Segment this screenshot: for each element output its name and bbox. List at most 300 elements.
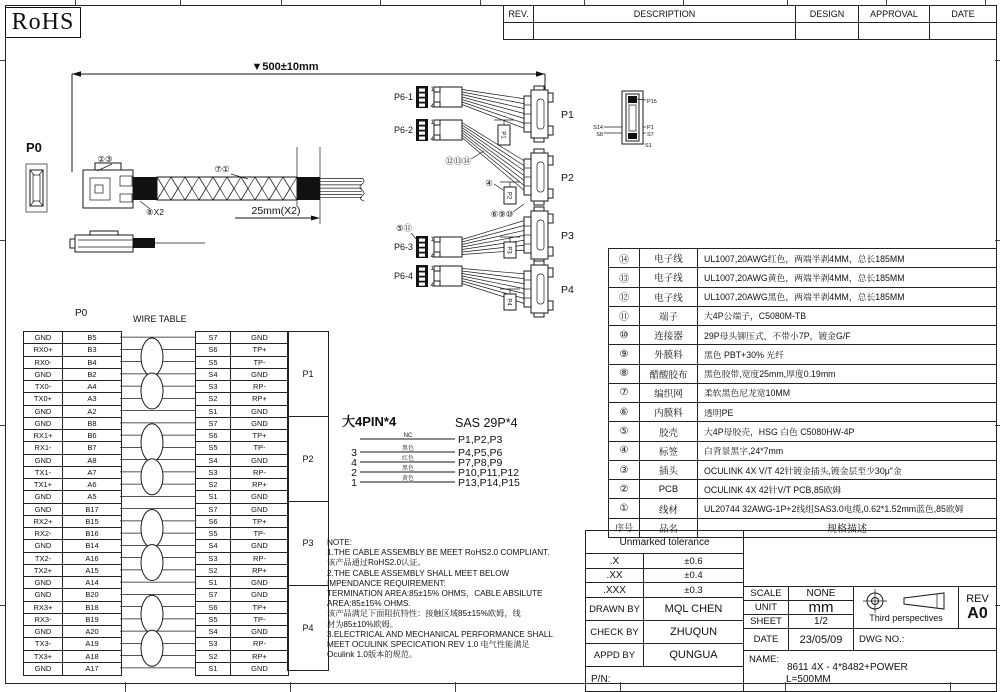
wire-cell: A6: [87, 480, 97, 490]
bom-item-no: ③: [609, 461, 640, 479]
pin-4-label: 4: [430, 283, 434, 289]
wire-cell: GND: [24, 369, 63, 380]
twist-symbol: [141, 424, 163, 462]
bom-row: [609, 345, 996, 364]
wire-cell: S3: [196, 638, 231, 649]
wire-cell: S2: [196, 651, 231, 662]
wire-cell: GND: [24, 626, 63, 637]
wire-cell: GND: [24, 577, 63, 588]
wire-row: [24, 332, 121, 344]
wire-row: [24, 467, 121, 479]
tag-label: P1: [499, 131, 506, 139]
note-line: AREA:85±15% OHMS.: [327, 599, 411, 609]
wire-cell: RX2-: [24, 528, 63, 539]
rohs-badge: [5, 7, 81, 38]
wire-cell: B7: [87, 443, 97, 453]
bom-item-no: ⑧: [609, 365, 640, 383]
wire-cell: TP-: [253, 443, 266, 453]
wire-cell: S2: [196, 393, 231, 404]
wire-row: [196, 626, 288, 638]
pin-1-label: 1: [430, 237, 434, 243]
cable-tag: [494, 120, 514, 145]
wire-cell: RP+: [252, 651, 267, 661]
power-pin-map: [330, 410, 600, 495]
wire-row: [196, 332, 288, 344]
wire-cell: A2: [87, 406, 97, 416]
revision-header-row: [504, 6, 996, 23]
twisted-pair-wires: [120, 331, 195, 675]
wire-cell: S6: [196, 430, 231, 441]
wire-cell: B15: [85, 516, 99, 526]
wire-cell: A8: [87, 455, 97, 465]
wire-cell: B17: [85, 504, 99, 514]
tolerance-x-value: ±0.6: [644, 554, 744, 569]
drawing-name-line1: 8611 4X - 4*8482+POWER: [787, 662, 908, 673]
bom-row: [609, 288, 996, 307]
pin-1-label: 1: [430, 266, 434, 272]
callout-power: ⑤⑪: [395, 223, 413, 233]
rev-label: REV: [966, 592, 989, 605]
wire-cell: GND: [24, 540, 63, 551]
wire-cell: B8: [87, 418, 97, 428]
wire-cell: A16: [85, 553, 99, 563]
bom-item-no: ⑬: [609, 268, 640, 286]
wire-row: [24, 516, 121, 528]
wire-row: [196, 491, 288, 503]
pin-map-right-title: SAS 29P*4: [455, 416, 518, 430]
wire-table: [15, 300, 337, 688]
bom-item-desc: UL1007,20AWG黄色，两端半剥4MM，总长185MM: [704, 272, 905, 283]
wire-cell: S2: [196, 565, 231, 576]
wire-row: [196, 442, 288, 454]
wire-row: [24, 455, 121, 467]
wire-cell: S1: [196, 406, 231, 417]
wire-row: [196, 369, 288, 381]
wire-cell: B20: [85, 590, 99, 600]
wire-cell: B6: [87, 431, 97, 441]
wire-cell: RX2+: [24, 516, 63, 527]
wire-cell: TX1-: [24, 467, 63, 478]
wire-cell: GND: [251, 418, 268, 428]
wire-cell: TP+: [252, 602, 267, 612]
wire-row: [24, 381, 121, 393]
appd-by-label: APPD BY: [586, 644, 644, 667]
pin-1-label: 1: [430, 120, 434, 126]
projection-symbol-icon: [859, 589, 954, 613]
wire-row: [24, 442, 121, 454]
wire-cell: B3: [87, 345, 97, 355]
branch-wire: [462, 130, 526, 177]
wire-row: [196, 344, 288, 356]
wire-cell: S5: [196, 442, 231, 453]
wire-cell: TP+: [252, 516, 267, 526]
wire-row: [24, 553, 121, 565]
wire-table-right: [195, 331, 289, 676]
revision-col-rev: REV.: [504, 6, 534, 22]
wire-cell: GND: [24, 332, 63, 343]
note-line: NOTE:: [327, 538, 353, 547]
map-wire-color: 黑色: [401, 466, 415, 472]
tag-label: P4: [505, 298, 512, 306]
wire-row: [196, 602, 288, 614]
wire-cell: GND: [251, 590, 268, 600]
wire-cell: S7: [196, 418, 231, 429]
tag-label: P3: [505, 246, 512, 254]
wire-cell: RX1+: [24, 430, 63, 441]
p6-label: P6-1: [393, 92, 413, 102]
tolerance-xx-label: .XX: [586, 569, 644, 583]
wire-row: [24, 602, 121, 614]
wire-cell: B4: [87, 357, 97, 367]
sas-label: P3: [561, 230, 574, 242]
dimension-500: [72, 61, 545, 172]
wire-cell: TX0+: [24, 393, 63, 404]
branch-wire: [462, 128, 526, 173]
rev-value: A0: [967, 604, 988, 622]
wire-cell: GND: [251, 455, 268, 465]
wire-row: [24, 565, 121, 577]
wire-cell: GND: [24, 455, 63, 466]
wire-cell: RP-: [253, 467, 266, 477]
wire-cell: A19: [85, 639, 99, 649]
branch-P6-3: [394, 207, 574, 263]
wire-row: [24, 589, 121, 601]
wire-row: [196, 589, 288, 601]
revision-col-approval: APPROVAL: [859, 6, 930, 22]
wire-cell: S7: [196, 332, 231, 343]
bom-item-desc: OCULINK 4X 42针V/T PCB,85欧姆: [704, 484, 842, 495]
wire-row: [24, 418, 121, 430]
sas-connector-P3: [524, 207, 553, 263]
wire-cell: S1: [196, 491, 231, 502]
map-pin: 2: [351, 467, 357, 479]
pin-map-rows: [351, 433, 520, 489]
bom-row: [609, 422, 996, 441]
p0-label: P0: [26, 140, 42, 155]
twist-symbol: [141, 459, 163, 495]
bom-row: [609, 365, 996, 384]
tag-label: P2: [505, 191, 512, 200]
date-label: DATE: [744, 629, 789, 651]
bom-item-desc: 黑色胶带,宽度25mm,厚度0.19mm: [704, 369, 836, 380]
wire-cell: B19: [85, 614, 99, 624]
bom-item-desc: OCULINK 4X V/T 42针镀金插头,镀金层至少30μ″金: [704, 465, 902, 476]
wire-row: [196, 418, 288, 430]
zone-tick: [75, 0, 76, 5]
bom-item-no: ④: [609, 442, 640, 460]
sas-label: P2: [561, 172, 574, 184]
sheet-label: SHEET: [744, 615, 789, 629]
branch-wire: [462, 269, 526, 275]
bom-row: [609, 307, 996, 326]
branch-wire: [462, 123, 526, 163]
wire-row: [24, 369, 121, 381]
name-label: NAME:: [749, 654, 780, 665]
bom-item-name: 品名: [640, 519, 698, 537]
pn-label: P/N:: [586, 667, 744, 691]
name-cell: [744, 651, 996, 691]
face-pin-s1: S1: [645, 143, 652, 149]
wire-cell: TP-: [253, 357, 266, 367]
wire-cell: S4: [196, 540, 231, 551]
wire-row: [196, 393, 288, 405]
bom-item-no: ⑥: [609, 403, 640, 421]
wire-row: [196, 455, 288, 467]
wire-cell: GND: [251, 333, 268, 343]
drawn-by-value: MQL CHEN: [644, 598, 744, 621]
wire-row: [24, 406, 121, 418]
note-line: 该产品满足下面阻抗特性：接触区域85±15%欧姆，线: [327, 609, 521, 619]
bom-item-desc: UL20744 32AWG-1P+2线组SAS3.0电缆,0.62*1.52mm蓝色,85欧姆: [704, 504, 964, 515]
zone-tick: [455, 682, 456, 692]
map-pin: 4: [351, 457, 357, 469]
wire-cell: TX2-: [24, 553, 63, 564]
wire-cell: GND: [251, 541, 268, 551]
face-pin-s8: S8: [596, 132, 603, 138]
sheet-value: 1/2: [789, 615, 854, 629]
twist-symbol: [141, 630, 163, 666]
strain-relief-boot: [133, 177, 157, 200]
wire-row: [196, 357, 288, 369]
drawn-by-label: DRAWN BY: [586, 598, 644, 621]
wire-cell: S3: [196, 381, 231, 392]
revision-col-date: DATE: [951, 9, 975, 19]
wire-cell: A5: [87, 492, 97, 502]
pin-1-label: 1: [430, 87, 434, 93]
wire-cell: S7: [196, 504, 231, 515]
wire-row: [196, 528, 288, 540]
wire-group-label: P1: [287, 331, 329, 417]
wire-row: [24, 614, 121, 626]
wire-cell: GND: [24, 418, 63, 429]
branch-wire: [462, 105, 526, 130]
bom-item-desc: 29P母头铆压式，不带小7P，镀金G/F: [704, 330, 851, 341]
bom-item-name: 端子: [640, 307, 698, 325]
wire-cell: TP+: [252, 431, 267, 441]
bom-item-name: 胶壳: [640, 422, 698, 440]
wire-cell: A7: [87, 467, 97, 477]
rohs-label: RoHS: [11, 9, 75, 35]
bom-row: [609, 249, 996, 268]
drawing-name-line2: L=500MM: [786, 674, 831, 685]
twist-symbol: [141, 373, 163, 409]
bom-item-name: PCB: [640, 480, 698, 498]
wire-cell: RP-: [253, 382, 266, 392]
wire-row: [24, 430, 121, 442]
bom-row: [609, 480, 996, 499]
wire-cell: GND: [251, 664, 268, 674]
zone-tick: [281, 0, 282, 5]
p6-label: P6-2: [393, 125, 413, 135]
wire-cell: B16: [85, 529, 99, 539]
zone-tick: [480, 0, 481, 5]
title-block: [585, 530, 997, 692]
bom-item-name: 电子线: [640, 288, 698, 306]
bom-item-name: 连接器: [640, 326, 698, 344]
wire-group-label: P2: [287, 416, 329, 502]
face-pin-s14: S14: [593, 125, 603, 131]
map-pin: 1: [351, 477, 357, 489]
bom-item-name: 插头: [640, 461, 698, 479]
wire-row: [24, 577, 121, 589]
wire-cell: TX1+: [24, 479, 63, 490]
bom-item-desc: 黑色 PBT+30% 光纤: [704, 349, 784, 360]
wire-row: [196, 540, 288, 552]
branch-wire: [462, 225, 526, 242]
check-by-label: CHECK BY: [586, 621, 644, 644]
wire-cell: S4: [196, 455, 231, 466]
sas-face-view: [593, 91, 657, 149]
bom-item-no: ⑩: [609, 326, 640, 344]
wire-cell: RP+: [252, 565, 267, 575]
pin-4-label: 4: [430, 254, 434, 260]
notes: [327, 538, 589, 660]
wire-row: [196, 516, 288, 528]
wire-cell: A20: [85, 627, 99, 637]
wire-cell: GND: [24, 504, 63, 515]
wire-cell: GND: [251, 627, 268, 637]
wire-cell: GND: [24, 491, 63, 502]
wire-cell: B5: [87, 333, 97, 343]
wire-cell: S7: [196, 589, 231, 600]
wire-cell: A17: [85, 664, 99, 674]
bom-item-no: ⑪: [609, 307, 640, 325]
wire-cell: S4: [196, 369, 231, 380]
wire-cell: RP-: [253, 639, 266, 649]
note-line: TERMINATION AREA:85±15% OHMS，CABLE ABSILUTE: [327, 589, 543, 599]
date-value: 23/05/09: [789, 629, 854, 651]
zone-tick: [0, 605, 5, 606]
wire-table-p0-header: P0: [75, 308, 88, 319]
wire-cell: A18: [85, 651, 99, 661]
check-by-value: ZHUQUN: [644, 621, 744, 644]
p0-face-view: [26, 164, 47, 212]
wire-cell: TX0-: [24, 381, 63, 392]
note-line: 1.THE CABLE ASSEMBLY BE MEET RoHS2.0 COMPLIANT.: [327, 548, 550, 558]
wire-cell: TP-: [253, 529, 266, 539]
tolerance-xxx-value: ±0.3: [644, 583, 744, 598]
wire-row: [196, 479, 288, 491]
wire-row: [196, 614, 288, 626]
zone-tick: [995, 60, 1000, 61]
wire-cell: GND: [251, 406, 268, 416]
callout-housing: ⑥⑨⑩: [490, 209, 514, 219]
wire-cell: RX3+: [24, 602, 63, 613]
pin-4-label: 4: [430, 104, 434, 110]
wire-cell: B18: [85, 602, 99, 612]
wire-cell: S5: [196, 528, 231, 539]
note-line: 材为85±10%欧姆。: [327, 619, 398, 629]
wire-row: [196, 651, 288, 663]
map-targets: P1,P2,P3: [458, 434, 503, 446]
map-wire-color: NC: [403, 433, 413, 439]
revision-table: [503, 5, 997, 40]
scale-value: NONE: [789, 587, 854, 601]
bom-item-name: 编织网: [640, 384, 698, 402]
oculink-connector-side-view: [83, 163, 157, 208]
map-wire-color: 黄色: [401, 476, 415, 482]
bom-table: [608, 248, 997, 538]
wire-cell: A14: [85, 578, 99, 588]
tolerance-x-label: .X: [586, 554, 644, 569]
rev-cell: [959, 587, 996, 629]
dimension-500-label: ▼500±10mm: [251, 61, 319, 73]
revision-col-design: DESIGN: [796, 6, 859, 22]
bom-item-name: 内膜料: [640, 403, 698, 421]
wire-cell: RX3-: [24, 614, 63, 625]
zone-tick: [995, 240, 1000, 241]
bom-item-name: 醋酸胶布: [640, 365, 698, 383]
callout-wires: ⑫⑬⑭: [445, 156, 471, 166]
note-line: 2.THE CABLE ASSEMBLY SHALL MEET BELOW: [327, 568, 510, 578]
wire-row: [24, 357, 121, 369]
wire-row: [196, 504, 288, 516]
map-pin: 3: [351, 447, 357, 459]
bom-item-no: ①: [609, 499, 640, 517]
map-targets: P10,P11,P12: [458, 467, 520, 479]
wire-cell: A15: [85, 565, 99, 575]
wire-cell: GND: [251, 369, 268, 379]
pin-4-label: 4: [430, 137, 434, 143]
wire-row: [24, 344, 121, 356]
wire-cell: B2: [87, 369, 97, 379]
revision-col-description: DESCRIPTION: [534, 6, 796, 22]
branches: [394, 86, 574, 317]
wire-cell: RP+: [252, 480, 267, 490]
tolerance-xx-value: ±0.4: [644, 569, 744, 583]
projection-cell: [854, 587, 959, 629]
twist-symbol: [141, 338, 163, 376]
wire-row: [196, 565, 288, 577]
map-wire-color: 黑色: [401, 446, 415, 452]
wire-cell: RX0+: [24, 344, 63, 355]
wire-row: [24, 393, 121, 405]
sas-connector-P1: [524, 86, 553, 142]
bom-item-desc: UL1007,20AWG黑色，两端半剥4MM，总长185MM: [704, 292, 905, 303]
wire-table-groups: [287, 331, 329, 671]
wire-cell: S1: [196, 577, 231, 588]
wire-cell: RX0-: [24, 357, 63, 368]
wire-cell: GND: [24, 406, 63, 417]
map-wire-color: 红色: [401, 456, 415, 462]
bom-item-no: ⑦: [609, 384, 640, 402]
branch-wire: [462, 95, 526, 110]
wire-cell: S3: [196, 553, 231, 564]
wire-cell: TP-: [253, 614, 266, 624]
note-line: MEET OCULINK SPECICATION REV 1.0 电气性能满足: [327, 640, 530, 650]
wire-row: [196, 406, 288, 418]
unit-value: mm: [789, 601, 854, 615]
callout-connector: ②③: [97, 154, 113, 164]
wire-group-label: P4: [287, 585, 329, 671]
wire-cell: S2: [196, 479, 231, 490]
wire-group-label: P3: [287, 501, 329, 587]
connector-flat-view: [70, 231, 205, 252]
wire-cell: S6: [196, 516, 231, 527]
wire-cell: RX1-: [24, 442, 63, 453]
branch-wire: [462, 133, 526, 183]
p6-label: P6-4: [393, 271, 413, 281]
wire-bundle-end: [320, 178, 364, 201]
bom-item-name: 线材: [640, 499, 698, 517]
dimension-25-label: 25mm(X2): [251, 205, 301, 217]
callout-band: ⑧X2: [145, 207, 165, 217]
cable-assembly-drawing: [0, 55, 680, 325]
bom-item-name: 电子线: [640, 268, 698, 286]
face-pin-p15: P15: [647, 99, 657, 105]
bom-row: [609, 384, 996, 403]
bom-row: [609, 326, 996, 345]
